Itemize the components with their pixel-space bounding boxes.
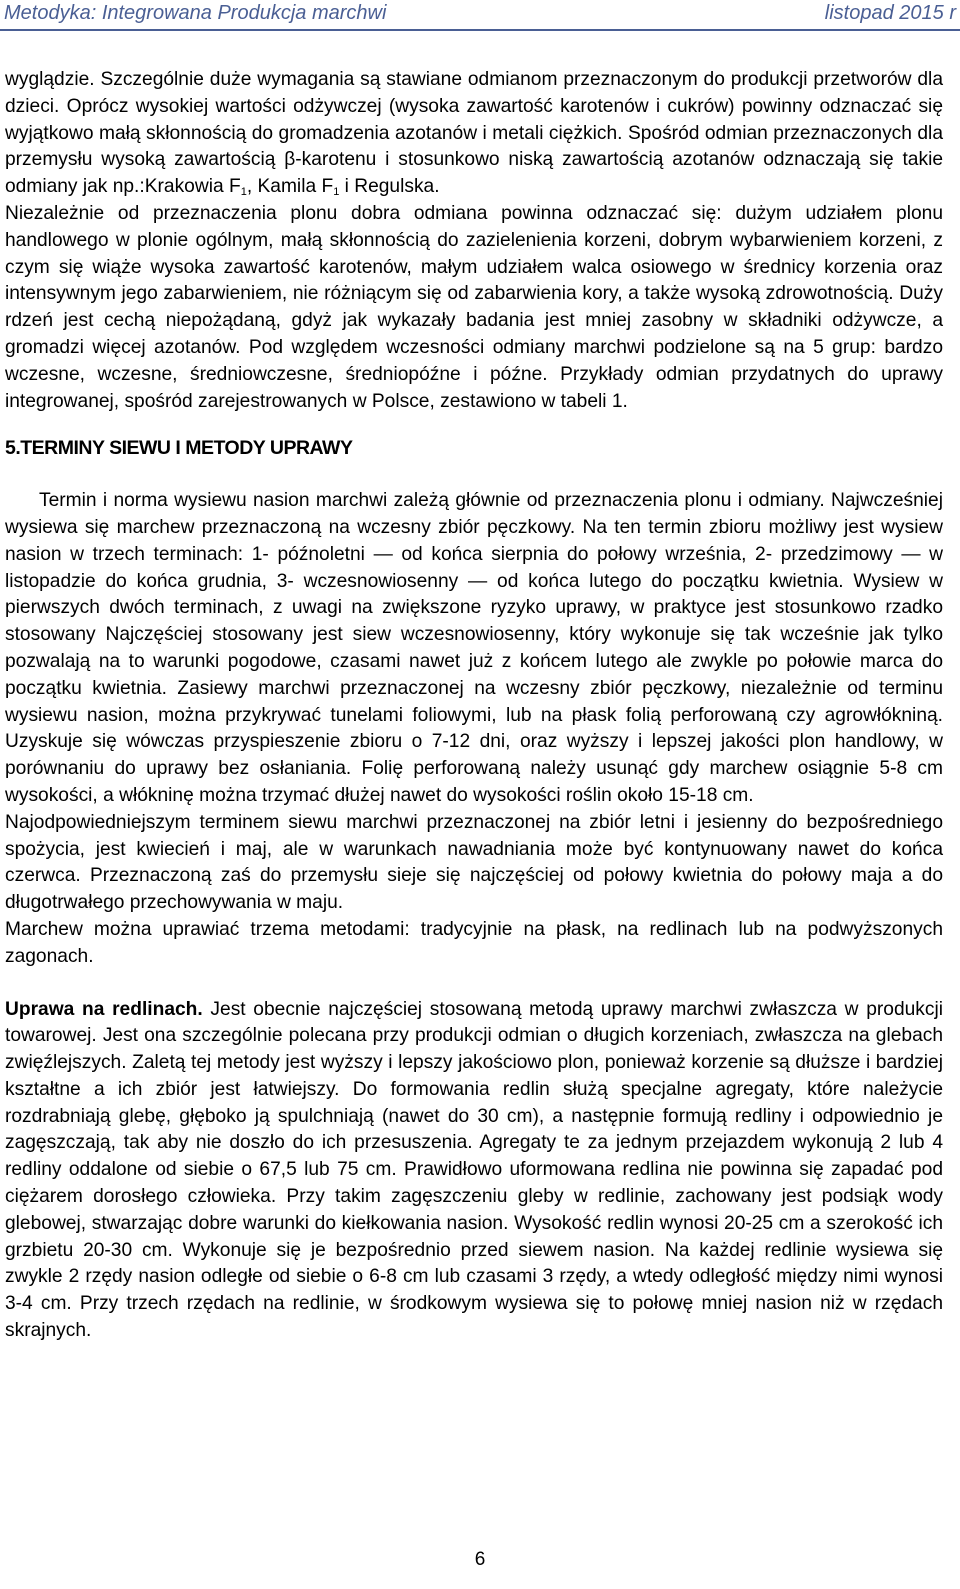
paragraph-text: wyglądzie. Szczególnie duże wymagania są stawiane odmianom przeznaczonym do produkcji przetworów dla dzieci. Oprócz wysokiej wartości odżywczej (wysoka zawartość karotenów i cukrów) powinny odznaczać się wyjątkowo małą skłonnością do gromadzenia azotanów i metali ciężkich. Spośród odmian przeznaczonych dla przemysłu wysoką zawartością β-karotenu i stosunkowo niską zawartością azotanów odznaczają się takie odmiany jak np.:Krakowia F [5, 69, 943, 198]
page-number: 6 [474, 1549, 486, 1570]
subscript: 1 [333, 186, 340, 199]
header-divider [0, 29, 960, 31]
paragraph-summer-autumn-sowing: Najodpowiedniejszym terminem siewu marchwi przeznaczonej na zbiór letni i jesienny do bezpośredniego spożycia, jest kwiecień i maj, ale w warunkach nawadniania może być kontynuowany nawet do końca czerwca. Przeznaczoną zaś do przemysłu sieje się najczęściej od połowy kwietnia do połowy maja a do długotrwałego przechowywania w maju. [5, 811, 943, 914]
paragraph-text: , Kamila F [246, 176, 334, 198]
header-document-title: Metodyka: Integrowana Produkcja marchwi [4, 2, 387, 24]
paragraph-varieties-processing [5, 67, 943, 201]
section-heading: 5.TERMINY SIEWU I METODY UPRAWY [5, 437, 353, 460]
paragraph-ridge-cultivation [5, 997, 943, 1345]
document-body [5, 67, 943, 1345]
paragraph-lead-bold: Uprawa na redlinach. [5, 998, 203, 1020]
page-header [0, 0, 960, 30]
paragraph-cultivation-methods: Marchew można uprawiać trzema metodami: tradycyjnie na płask, na redlinach lub na podwyższonych zagonach. [5, 918, 943, 967]
paragraph-variety-traits: Niezależnie od przeznaczenia plonu dobra odmiana powinna odznaczać się: dużym udziałem plonu handlowego w plonie ogólnym, małą skłonnością do zazielenienia korzeni, dobrym wybarwieniem korzeni, z czym się wiąże wysoka zawartość karotenów, małym udziałem walca osiowego w średnicy korzenia oraz intensywnym jego zabarwieniem, nie różniącym się od zabarwienia kory, a także wysoką zdrowotnością. Duży rdzeń jest cechą niepożądaną, gdyż jak wykazały badania jest mniej zasobny w składniki odżywcze, a gromadzi więcej azotanów. Pod względem wczesności odmiany marchwi podzielone są na 5 grup: bardzo wczesne, wczesne, średniowczesne, średniopóźne i późne. Przykłady odmian przydatnych do uprawy integrowanej, spośród zarejestrowanych w Polsce, zestawiono w tabeli 1. [5, 202, 943, 412]
paragraph-text: i Regulska. [339, 176, 440, 198]
paragraph-sowing-dates: Termin i norma wysiewu nasion marchwi zależą głównie od przeznaczenia plonu i odmiany. Najwcześniej wysiewa się marchew przeznaczoną na wczesny zbiór pęczkowy. Na ten termin zbioru możliwy jest wysiew nasion w trzech terminach: 1- późnoletni — od końca sierpnia do połowy września, 2- przedzimowy — w listopadzie do końca grudnia, 3- wczesnowiosenny — od końca lutego do początku kwietnia. Wysiew w pierwszych dwóch terminach, z uwagi na zwiększone ryzyko uprawy, w praktyce jest stosunkowo rzadko stosowany Najczęściej stosowany jest siew wczesnowiosenny, który wykonuje się tak wcześnie jak tylko pozwalają na to warunki pogodowe, czasami nawet już z końcem lutego ale zwykle po połowie marca do początku kwietnia. Zasiewy marchwi przeznaczonej na wczesny zbiór pęczkowy, niezależnie od terminu wysiewu nasion, można przykrywać tunelami foliowymi, lub na płask folią perforowaną czy agrowłókniną. Uzyskuje się wówczas przyspieszenie zbioru o 7-12 dni, oraz wyższy i lepszej jakości plon handlowy, w porównaniu do uprawy bez osłaniania. Folię perforowaną należy usunąć gdy marchew osiągnie 5-8 cm wysokości, a włókninę można trzymać dłużej nawet do wysokości roślin około 15-18 cm. [5, 490, 943, 806]
paragraph-text: Jest obecnie najczęściej stosowaną metodą uprawy marchwi zwłaszcza w produkcji towarowej. Jest ona szczególnie polecana przy produkcji odmian o długich korzeniach, zwłaszcza na glebach zwięźlejszych. Zaletą tej metody jest wyższy i lepszy jakościowo plon, ponieważ korzenie są dłuższe i bardziej kształtne a ich zbiór jest łatwiejszy. Do formowania redlin służą specjalne agregaty, które należycie rozdrabniają glebę, głęboko ją spulchniają (nawet do 30 cm), a następnie formują redliny i odpowiednio je zagęszczają, tak aby nie doszło do ich przesuszenia. Agregaty te za jednym przejazdem wykonują 2 lub 4 redliny oddalone od siebie o 67,5 lub 75 cm. Prawidłowo uformowana redlina nie powinna się zapadać pod ciężarem dorosłego człowieka. Przy takim zagęszczeniu gleby w redlinie, zachowany jest podsiąk wody glebowej, stwarzając dobre warunki do kiełkowania nasion. Wysokość redlin wynosi 20-25 cm a szerokość ich grzbietu 20-30 cm. Wykonuje się je bezpośrednio przed siewem nasion. Na każdej redlinie wysiewa się zwykle 2 rzędy nasion odległe od siebie o 6-8 cm lub czasami 3 rzędy, a wtedy odległość między nimi wynosi 3-4 cm. Przy trzech rzędach na redlinie, w środkowym wysiewa się to połowę mniej nasion niż w rzędach skrajnych. [5, 998, 943, 1342]
header-date: listopad 2015 r [824, 2, 956, 24]
subscript: 1 [240, 186, 247, 199]
